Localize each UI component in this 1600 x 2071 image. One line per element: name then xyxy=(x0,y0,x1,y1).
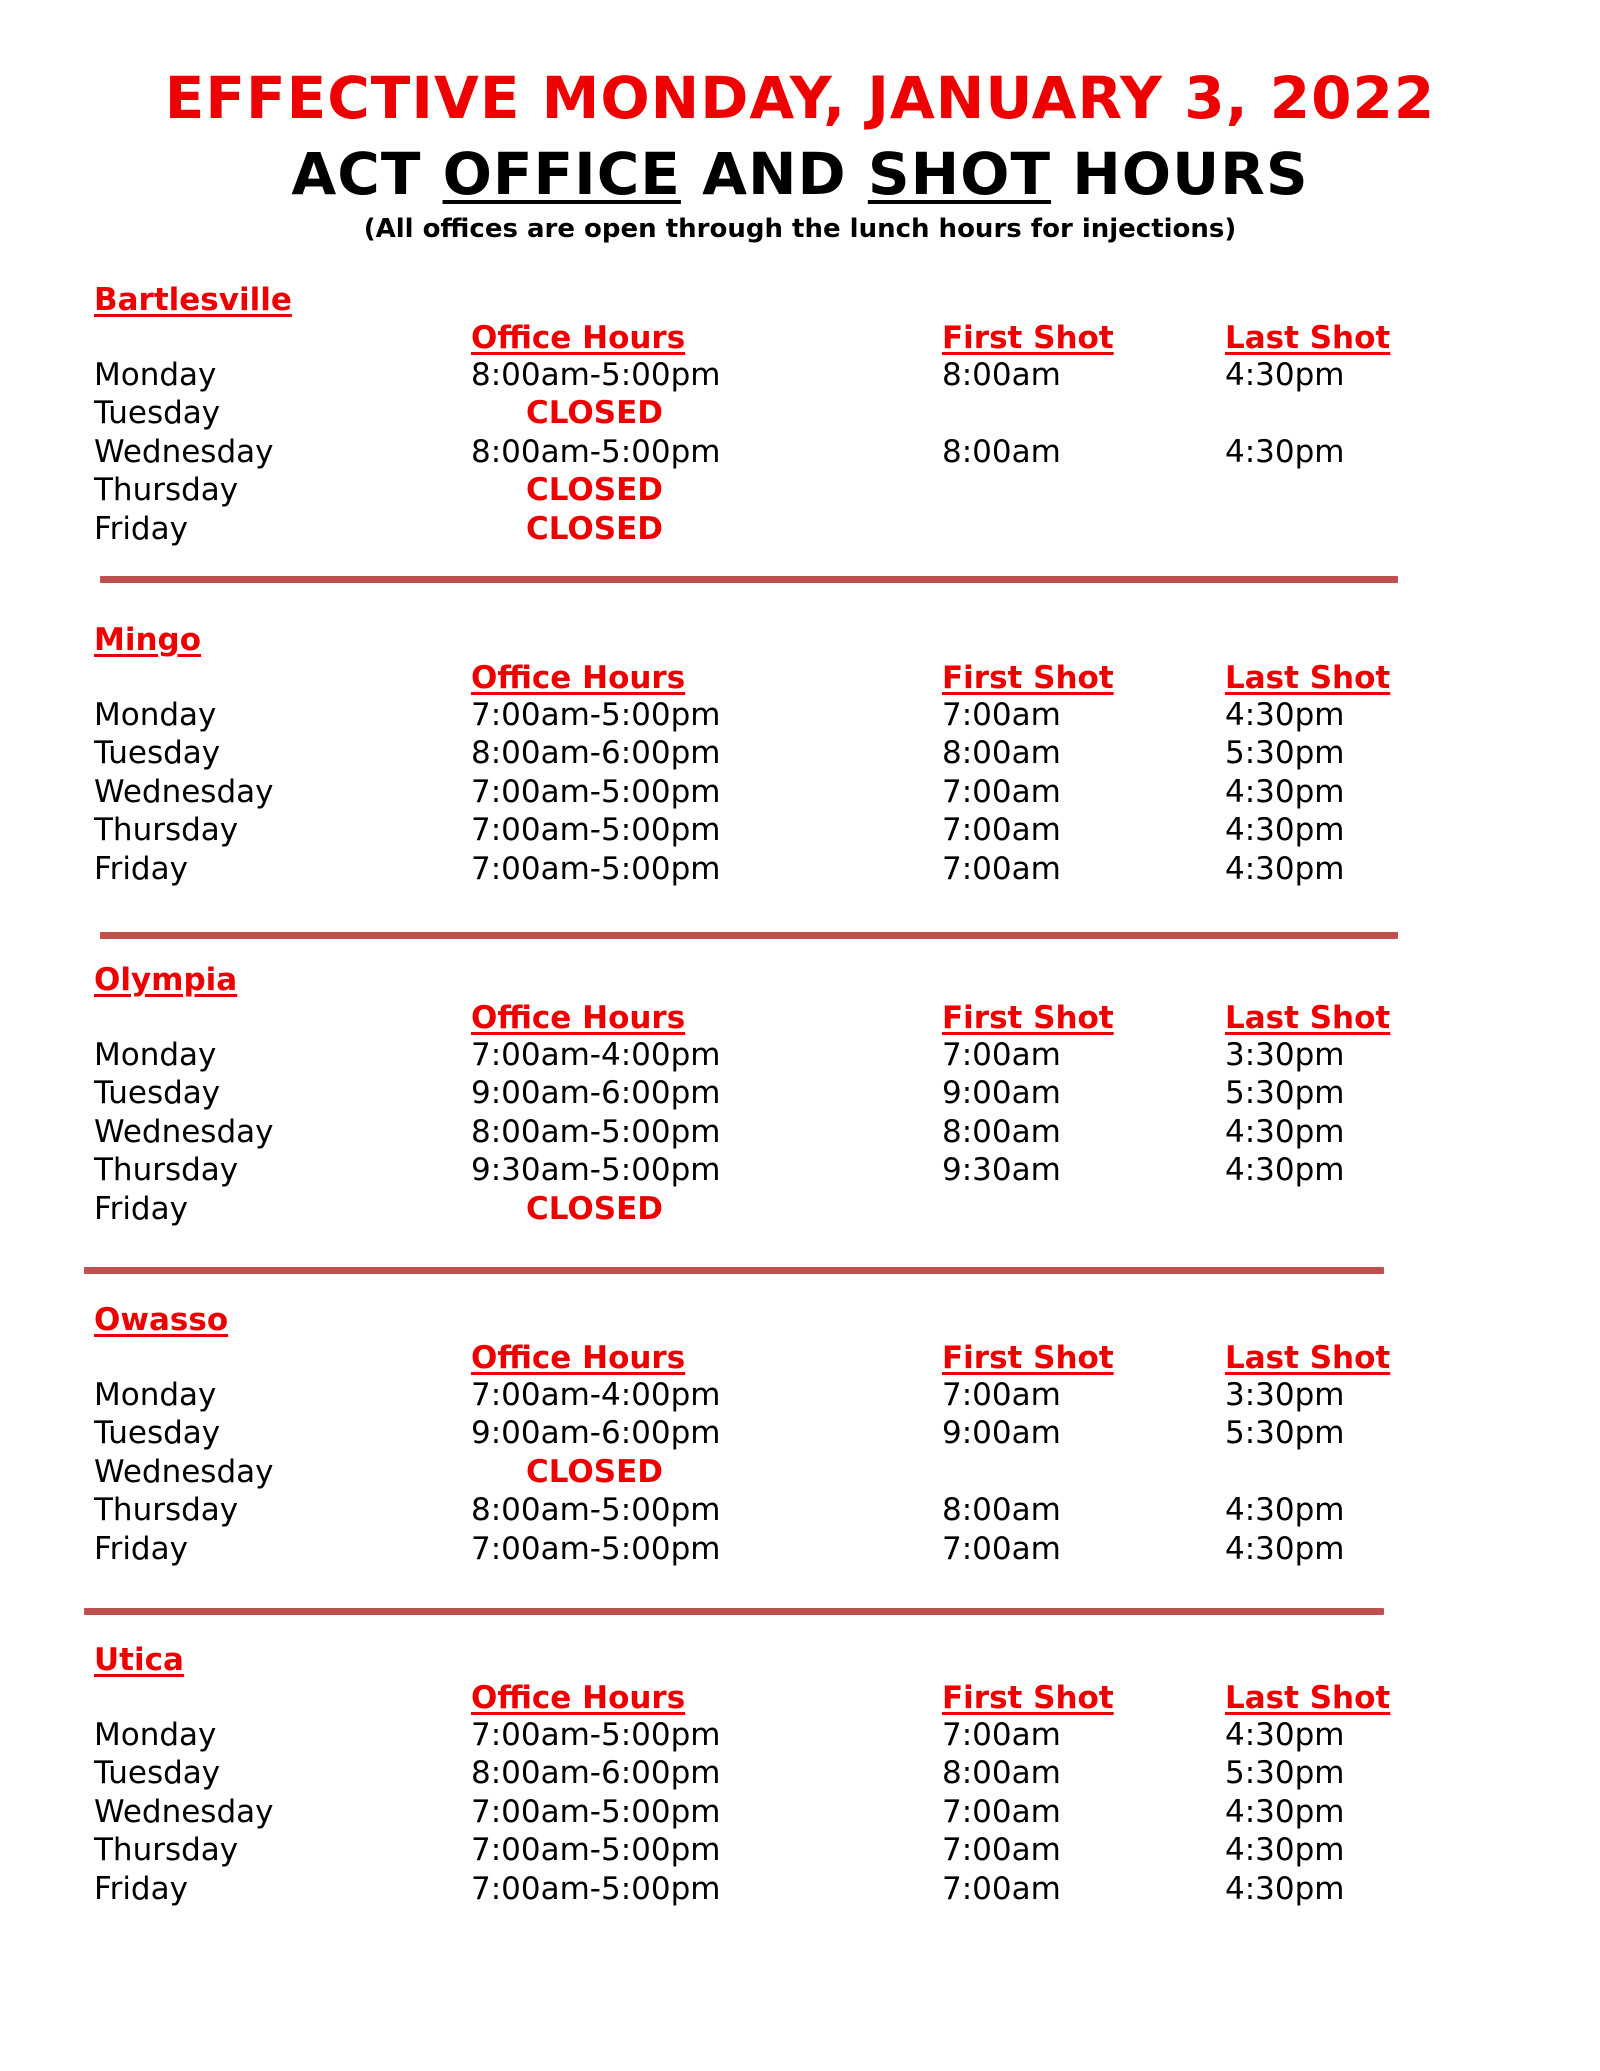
closed-label: CLOSED xyxy=(526,395,663,432)
day-label: Wednesday xyxy=(94,1453,274,1490)
office-hours-value: 7:00am-4:00pm xyxy=(471,1037,721,1073)
section-divider xyxy=(100,932,1398,939)
office-hours-value: 9:00am-6:00pm xyxy=(471,1415,721,1452)
schedule-row xyxy=(94,1113,1424,1151)
subtitle-note: (All offices are open through the lunch hours for injections) xyxy=(363,214,1237,244)
section-divider xyxy=(100,576,1398,583)
closed-label: CLOSED xyxy=(526,510,663,547)
last-shot-value: 5:30pm xyxy=(1225,735,1345,772)
schedule-row xyxy=(94,734,1424,772)
section-divider xyxy=(84,1267,1384,1274)
day-label: Monday xyxy=(94,697,217,733)
schedule-row xyxy=(94,811,1424,849)
last-shot-value: 4:30pm xyxy=(1225,357,1345,393)
last-shot-value: 4:30pm xyxy=(1225,1492,1345,1529)
office-hours-value: 8:00am-6:00pm xyxy=(471,1755,721,1792)
location-section-owasso xyxy=(94,1300,1424,1590)
day-label: Tuesday xyxy=(94,1075,221,1112)
title-office-word: OFFICE xyxy=(442,140,681,208)
first-shot-value: 9:00am xyxy=(942,1415,1061,1452)
first-shot-value: 8:00am xyxy=(942,357,1061,393)
last-shot-value: 4:30pm xyxy=(1225,773,1345,810)
schedule-rows xyxy=(94,696,1424,888)
first-shot-value: 8:00am xyxy=(942,1492,1061,1529)
closed-label: CLOSED xyxy=(526,1190,663,1227)
first-shot-header: First Shot xyxy=(942,1340,1114,1376)
first-shot-value: 7:00am xyxy=(942,1870,1061,1907)
effective-date-title: EFFECTIVE MONDAY, JANUARY 3, 2022 xyxy=(164,64,1436,132)
first-shot-value: 7:00am xyxy=(942,697,1061,733)
day-label: Tuesday xyxy=(94,1755,221,1792)
first-shot-value: 7:00am xyxy=(942,1530,1061,1567)
location-section-olympia xyxy=(94,960,1424,1250)
day-label: Thursday xyxy=(94,472,239,509)
office-hours-value: 7:00am-5:00pm xyxy=(471,1530,721,1567)
day-label: Wednesday xyxy=(94,1113,274,1150)
schedule-row xyxy=(94,850,1424,888)
office-hours-value: 7:00am-4:00pm xyxy=(471,1377,721,1413)
office-hours-value: 7:00am-5:00pm xyxy=(471,850,721,887)
location-name: Utica xyxy=(94,1642,184,1678)
day-label: Thursday xyxy=(94,812,239,849)
last-shot-value: 3:30pm xyxy=(1225,1377,1345,1413)
schedule-row xyxy=(94,1754,1424,1792)
office-hours-value: 7:00am-5:00pm xyxy=(471,812,721,849)
day-label: Monday xyxy=(94,1037,217,1073)
last-shot-value: 4:30pm xyxy=(1225,1717,1345,1753)
first-shot-value: 7:00am xyxy=(942,1717,1061,1753)
closed-label: CLOSED xyxy=(526,1453,663,1490)
day-label: Thursday xyxy=(94,1492,239,1529)
schedule-row xyxy=(94,471,1424,509)
day-label: Tuesday xyxy=(94,395,221,432)
first-shot-header: First Shot xyxy=(942,1680,1114,1716)
office-hours-value: 7:00am-5:00pm xyxy=(471,1870,721,1907)
day-label: Friday xyxy=(94,1870,188,1907)
day-label: Friday xyxy=(94,1530,188,1567)
location-name: Mingo xyxy=(94,622,202,658)
schedule-row xyxy=(94,356,1424,394)
main-title xyxy=(0,136,1600,212)
last-shot-value: 4:30pm xyxy=(1225,1793,1345,1830)
day-label: Tuesday xyxy=(94,1415,221,1452)
section-divider xyxy=(84,1608,1384,1615)
location-name: Owasso xyxy=(94,1302,229,1338)
day-label: Monday xyxy=(94,1717,217,1753)
last-shot-header: Last Shot xyxy=(1225,660,1391,696)
schedule-row xyxy=(94,1491,1424,1529)
schedule-row xyxy=(94,1190,1424,1228)
schedule-row xyxy=(94,510,1424,548)
schedule-row xyxy=(94,1414,1424,1452)
office-hours-value: 7:00am-5:00pm xyxy=(471,773,721,810)
office-hours-value: 7:00am-5:00pm xyxy=(471,697,721,733)
day-label: Monday xyxy=(94,357,217,393)
day-label: Wednesday xyxy=(94,773,274,810)
office-hours-value: 8:00am-5:00pm xyxy=(471,1492,721,1529)
last-shot-value: 4:30pm xyxy=(1225,1832,1345,1869)
schedule-row xyxy=(94,1831,1424,1869)
location-section-bartlesville xyxy=(94,280,1424,570)
document-header xyxy=(0,60,1600,246)
last-shot-header: Last Shot xyxy=(1225,1000,1391,1036)
last-shot-value: 4:30pm xyxy=(1225,1152,1345,1189)
last-shot-value: 3:30pm xyxy=(1225,1037,1345,1073)
title-part: HOURS xyxy=(1051,140,1309,208)
day-label: Friday xyxy=(94,1190,188,1227)
schedule-row xyxy=(94,1036,1424,1074)
last-shot-value: 5:30pm xyxy=(1225,1075,1345,1112)
schedule-rows xyxy=(94,1036,1424,1228)
schedule-row xyxy=(94,1151,1424,1189)
day-label: Friday xyxy=(94,850,188,887)
last-shot-value: 5:30pm xyxy=(1225,1415,1345,1452)
first-shot-header: First Shot xyxy=(942,1000,1114,1036)
last-shot-value: 4:30pm xyxy=(1225,697,1345,733)
last-shot-value: 4:30pm xyxy=(1225,812,1345,849)
schedule-row xyxy=(94,1870,1424,1908)
office-hours-value: 9:00am-6:00pm xyxy=(471,1075,721,1112)
first-shot-value: 7:00am xyxy=(942,812,1061,849)
day-label: Monday xyxy=(94,1377,217,1413)
office-hours-header: Office Hours xyxy=(471,660,686,696)
day-label: Wednesday xyxy=(94,1793,274,1830)
location-section-mingo xyxy=(94,620,1424,910)
schedule-row xyxy=(94,1453,1424,1491)
title-part: ACT xyxy=(291,140,443,208)
closed-label: CLOSED xyxy=(526,472,663,509)
first-shot-header: First Shot xyxy=(942,660,1114,696)
last-shot-value: 4:30pm xyxy=(1225,1113,1345,1150)
first-shot-value: 9:00am xyxy=(942,1075,1061,1112)
office-hours-value: 7:00am-5:00pm xyxy=(471,1793,721,1830)
last-shot-value: 5:30pm xyxy=(1225,1755,1345,1792)
office-hours-value: 9:30am-5:00pm xyxy=(471,1152,721,1189)
day-label: Thursday xyxy=(94,1152,239,1189)
location-name: Bartlesville xyxy=(94,282,292,318)
office-hours-header: Office Hours xyxy=(471,1680,686,1716)
schedule-row xyxy=(94,1793,1424,1831)
last-shot-value: 4:30pm xyxy=(1225,1870,1345,1907)
office-hours-header: Office Hours xyxy=(471,1000,686,1036)
day-label: Tuesday xyxy=(94,735,221,772)
schedule-row xyxy=(94,773,1424,811)
schedule-row xyxy=(94,1530,1424,1568)
day-label: Thursday xyxy=(94,1832,239,1869)
office-hours-header: Office Hours xyxy=(471,320,686,356)
last-shot-value: 4:30pm xyxy=(1225,1530,1345,1567)
office-hours-value: 8:00am-5:00pm xyxy=(471,433,721,470)
first-shot-value: 7:00am xyxy=(942,1832,1061,1869)
schedule-row xyxy=(94,1716,1424,1754)
first-shot-value: 7:00am xyxy=(942,1037,1061,1073)
schedule-row xyxy=(94,1376,1424,1414)
first-shot-value: 8:00am xyxy=(942,735,1061,772)
title-part: AND xyxy=(680,140,868,208)
first-shot-value: 7:00am xyxy=(942,1377,1061,1413)
location-section-utica xyxy=(94,1640,1424,1930)
first-shot-value: 8:00am xyxy=(942,1113,1061,1150)
office-hours-value: 8:00am-6:00pm xyxy=(471,735,721,772)
last-shot-value: 4:30pm xyxy=(1225,850,1345,887)
first-shot-value: 7:00am xyxy=(942,1793,1061,1830)
first-shot-value: 9:30am xyxy=(942,1152,1061,1189)
location-name: Olympia xyxy=(94,962,238,998)
schedule-row xyxy=(94,1074,1424,1112)
office-hours-header: Office Hours xyxy=(471,1340,686,1376)
last-shot-header: Last Shot xyxy=(1225,320,1391,356)
last-shot-header: Last Shot xyxy=(1225,1680,1391,1716)
office-hours-value: 8:00am-5:00pm xyxy=(471,1113,721,1150)
office-hours-value: 7:00am-5:00pm xyxy=(471,1832,721,1869)
day-label: Friday xyxy=(94,510,188,547)
office-hours-value: 8:00am-5:00pm xyxy=(471,357,721,393)
last-shot-header: Last Shot xyxy=(1225,1340,1391,1376)
office-hours-value: 7:00am-5:00pm xyxy=(471,1717,721,1753)
first-shot-header: First Shot xyxy=(942,320,1114,356)
first-shot-value: 8:00am xyxy=(942,433,1061,470)
schedule-rows xyxy=(94,1376,1424,1568)
title-shot-word: SHOT xyxy=(867,140,1052,208)
first-shot-value: 7:00am xyxy=(942,850,1061,887)
day-label: Wednesday xyxy=(94,433,274,470)
schedule-rows xyxy=(94,356,1424,548)
schedule-rows xyxy=(94,1716,1424,1908)
schedule-row xyxy=(94,394,1424,432)
schedule-row xyxy=(94,696,1424,734)
first-shot-value: 7:00am xyxy=(942,773,1061,810)
schedule-row xyxy=(94,433,1424,471)
first-shot-value: 8:00am xyxy=(942,1755,1061,1792)
last-shot-value: 4:30pm xyxy=(1225,433,1345,470)
